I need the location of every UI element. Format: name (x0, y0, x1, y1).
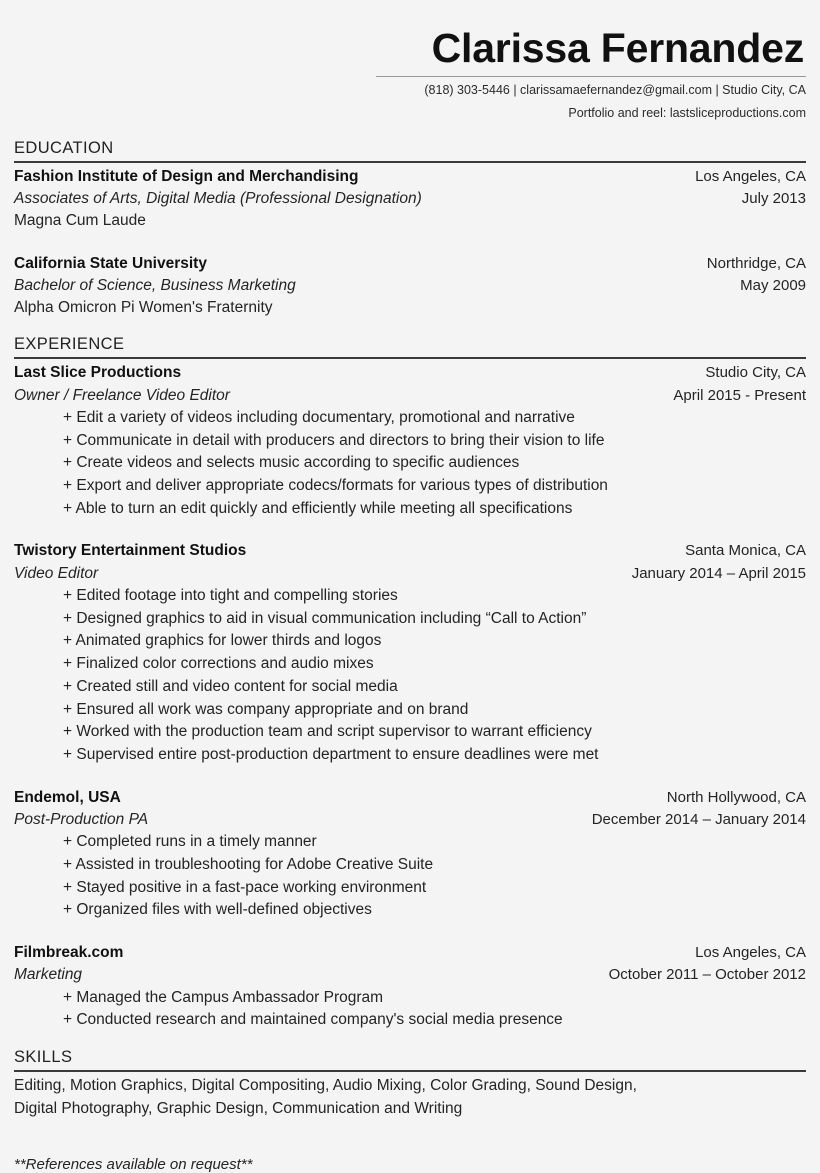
location: Los Angeles, CA (695, 167, 806, 185)
skills-list (14, 1075, 806, 1121)
list-item: + Create videos and selects music according to specific audiences (63, 452, 806, 475)
responsibility-list (14, 987, 806, 1032)
entry-subline (14, 385, 806, 407)
contact-line-primary: (818) 303-5446 | clarissamaefernandez@gmail.com | Studio City, CA (424, 83, 806, 98)
location: Los Angeles, CA (695, 944, 806, 962)
responsibility-list (14, 407, 806, 521)
list-item: + Animated graphics for lower thirds and logos (63, 630, 806, 653)
date-range: January 2014 – April 2015 (631, 564, 806, 582)
list-item: + Supervised entire post-production department to ensure deadlines were met (63, 744, 806, 767)
experience-entry (14, 787, 806, 922)
organization-name: Twistory Entertainment Studios (14, 542, 247, 560)
list-item: + Able to turn an edit quickly and efficiently while meeting all specifications (63, 498, 806, 521)
section-divider-skills (14, 1070, 806, 1072)
list-item: + Finalized color corrections and audio mixes (63, 653, 806, 676)
job-title: Video Editor (14, 564, 99, 582)
skills-line: Editing, Motion Graphics, Digital Compositing, Audio Mixing, Color Grading, Sound Design, (14, 1076, 637, 1094)
education-entry (14, 166, 806, 233)
location: Northridge, CA (706, 254, 806, 272)
list-item: + Assisted in troubleshooting for Adobe Creative Suite (63, 854, 806, 877)
degree-title: Bachelor of Science, Business Marketing (14, 276, 296, 294)
section-skills (14, 1048, 806, 1120)
entry-headline (14, 787, 806, 809)
section-divider-experience (14, 357, 806, 359)
list-item: + Designed graphics to aid in visual communication including “Call to Action” (63, 608, 806, 631)
date-range: December 2014 – January 2014 (591, 810, 806, 828)
location: Santa Monica, CA (685, 542, 806, 560)
entry-extra: Magna Cum Laude (14, 212, 146, 230)
entry-subline (14, 809, 806, 831)
date-range: October 2011 – October 2012 (608, 966, 806, 984)
section-title-skills: SKILLS (14, 1048, 73, 1067)
date-range: May 2009 (740, 276, 806, 294)
name-divider (376, 76, 806, 77)
section-education (14, 139, 806, 320)
responsibility-list (14, 585, 806, 767)
location: North Hollywood, CA (666, 788, 806, 806)
location: Studio City, CA (705, 364, 806, 382)
job-title: Owner / Freelance Video Editor (14, 386, 230, 404)
entry-headline (14, 942, 806, 964)
section-title-experience: EXPERIENCE (14, 335, 125, 354)
list-item: + Export and deliver appropriate codecs/formats for various types of distribution (63, 475, 806, 498)
entry-headline (14, 253, 806, 275)
entry-subline (14, 275, 806, 297)
section-title-education: EDUCATION (14, 138, 114, 157)
entry-subline (14, 188, 806, 210)
date-range: April 2015 - Present (673, 386, 806, 404)
section-divider-education (14, 161, 806, 163)
list-item: + Edit a variety of videos including documentary, promotional and narrative (63, 407, 806, 430)
entry-headline (14, 362, 806, 384)
list-item: + Stayed positive in a fast-pace working environment (63, 877, 806, 900)
job-title: Marketing (14, 966, 83, 984)
list-item: + Communicate in detail with producers and directors to bring their vision to life (63, 430, 806, 453)
list-item: + Managed the Campus Ambassador Program (63, 987, 806, 1010)
list-item: + Conducted research and maintained company's social media presence (63, 1009, 806, 1032)
organization-name: Fashion Institute of Design and Merchandising (14, 167, 359, 185)
skills-line: Digital Photography, Graphic Design, Communication and Writing (14, 1099, 463, 1117)
list-item: + Edited footage into tight and compelling stories (63, 585, 806, 608)
entry-extra: Alpha Omicron Pi Women's Fraternity (14, 299, 273, 317)
entry-subline (14, 563, 806, 585)
responsibility-list (14, 831, 806, 922)
entry-headline (14, 166, 806, 188)
list-item: + Completed runs in a timely manner (63, 831, 806, 854)
experience-entry (14, 540, 806, 766)
entry-headline (14, 540, 806, 562)
list-item: + Organized files with well-defined objectives (63, 899, 806, 922)
experience-entry (14, 942, 806, 1032)
list-item: + Worked with the production team and script supervisor to warrant efficiency (63, 721, 806, 744)
date-range: July 2013 (741, 189, 806, 207)
resume-header (14, 0, 806, 123)
list-item: + Created still and video content for social media (63, 676, 806, 699)
degree-title: Associates of Arts, Digital Media (Professional Designation) (14, 189, 422, 207)
experience-entry (14, 362, 806, 520)
list-item: + Ensured all work was company appropriate and on brand (63, 699, 806, 722)
section-experience (14, 335, 806, 1032)
organization-name: Last Slice Productions (14, 364, 182, 382)
entry-subline (14, 964, 806, 986)
job-title: Post-Production PA (14, 810, 149, 828)
candidate-name: Clarissa Fernandez (431, 25, 804, 71)
references-note: **References available on request** (14, 1156, 253, 1173)
organization-name: Filmbreak.com (14, 944, 124, 962)
education-entry (14, 253, 806, 320)
contact-line-portfolio: Portfolio and reel: lastsliceproductions.com (568, 106, 806, 121)
organization-name: Endemol, USA (14, 788, 121, 806)
organization-name: California State University (14, 254, 207, 272)
